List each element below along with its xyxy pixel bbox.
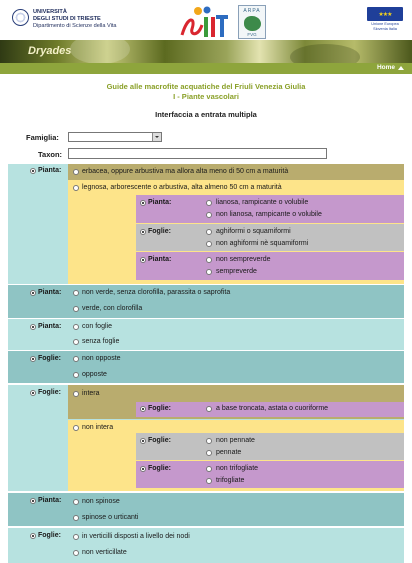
sub-pianta-lianosa-label: Pianta: bbox=[148, 199, 172, 206]
verticilli-radio[interactable] bbox=[73, 534, 79, 540]
chevron-down-icon[interactable] bbox=[152, 133, 161, 141]
university-name: UNIVERSITÀ bbox=[33, 9, 67, 15]
non-lianosa-text: non lianosa, rampicante o volubile bbox=[216, 211, 322, 218]
non-intera-radio[interactable] bbox=[73, 425, 79, 431]
interface-title: Interfaccia a entrata multipla bbox=[155, 110, 257, 119]
key-2-label: Pianta: bbox=[38, 289, 62, 296]
guide-title: Guide alle macrofite acquatiche del Friuli Venezia Giulia bbox=[106, 82, 306, 91]
sempreverde-radio[interactable] bbox=[206, 269, 212, 275]
non-pennate-radio[interactable] bbox=[206, 438, 212, 444]
non-verde-radio[interactable] bbox=[73, 290, 79, 296]
pennate-text: pennate bbox=[216, 449, 242, 456]
brand-name: Dryades bbox=[28, 45, 72, 57]
erbacea-text: erbacea, oppure arbustiva ma allora alta meno di 50 cm a maturità bbox=[82, 168, 289, 175]
non-verticillate-radio[interactable] bbox=[73, 550, 79, 556]
home-link[interactable] bbox=[377, 64, 404, 71]
key-1-radio[interactable] bbox=[30, 168, 36, 174]
aghiformi-text: aghiformi o squamiformi bbox=[216, 228, 291, 235]
pennate-radio[interactable] bbox=[206, 450, 212, 456]
sub-foglie-pennate-radio[interactable] bbox=[140, 438, 146, 444]
arpa-fvg-logo[interactable] bbox=[238, 5, 266, 39]
non-lianosa-radio[interactable] bbox=[206, 212, 212, 218]
home-link-label: Home bbox=[376, 64, 395, 71]
eu-text-1: Unione Europea bbox=[371, 22, 399, 26]
lianosa-radio[interactable] bbox=[206, 200, 212, 206]
non-trifogliate-radio[interactable] bbox=[206, 466, 212, 472]
sub-foglie-aghiformi-radio[interactable] bbox=[140, 229, 146, 235]
key-block-foglie-7 bbox=[8, 528, 404, 563]
non-verticillate-text: non verticillate bbox=[82, 549, 127, 556]
university-subname: DEGLI STUDI DI TRIESTE bbox=[33, 16, 101, 22]
region-map-icon bbox=[244, 16, 261, 31]
taxon-input[interactable] bbox=[68, 148, 327, 159]
key-2-radio[interactable] bbox=[30, 290, 36, 296]
non-sempreverde-radio[interactable] bbox=[206, 257, 212, 263]
non-verde-text: non verde, senza clorofilla, parassita o saprofita bbox=[82, 289, 231, 296]
base-troncata-radio[interactable] bbox=[206, 406, 212, 412]
key-3-radio[interactable] bbox=[30, 324, 36, 330]
sub-foglie-base-radio[interactable] bbox=[140, 406, 146, 412]
key-1-label: Pianta: bbox=[38, 167, 62, 174]
key-3-label: Pianta: bbox=[38, 323, 62, 330]
key-block-pianta-6 bbox=[8, 493, 404, 526]
eu-flag-icon: ★★★ bbox=[367, 7, 403, 21]
eu-text-2: Slovenia Italia bbox=[373, 27, 397, 32]
key-4-radio[interactable] bbox=[30, 356, 36, 362]
legnosa-radio[interactable] bbox=[73, 185, 79, 191]
opposte-radio[interactable] bbox=[73, 372, 79, 378]
non-spinose-radio[interactable] bbox=[73, 499, 79, 505]
key-7-label: Foglie: bbox=[38, 532, 61, 539]
key-6-radio[interactable] bbox=[30, 498, 36, 504]
non-aghiformi-text: non aghiformi nè squamiformi bbox=[216, 240, 309, 247]
nav-bar bbox=[0, 63, 412, 74]
con-foglie-text: con foglie bbox=[82, 323, 112, 330]
spinose-text: spinose o urticanti bbox=[82, 514, 139, 521]
senza-foglie-text: senza foglie bbox=[82, 338, 120, 345]
key-4-label: Foglie: bbox=[38, 355, 61, 362]
non-spinose-text: non spinose bbox=[82, 498, 120, 505]
department-name: Dipartimento di Scienze della Vita bbox=[33, 23, 117, 29]
opposte-text: opposte bbox=[82, 371, 107, 378]
header bbox=[0, 0, 412, 40]
famiglia-select[interactable] bbox=[68, 132, 162, 142]
lianosa-text: lianosa, rampicante o volubile bbox=[216, 199, 309, 206]
guide-subtitle: I - Piante vascolari bbox=[173, 92, 239, 101]
sempreverde-text: sempreverde bbox=[216, 268, 257, 275]
sub-foglie-aghiformi-label: Foglie: bbox=[148, 228, 171, 235]
sub-pianta-lianosa-radio[interactable] bbox=[140, 200, 146, 206]
sub-foglie-trifogliate bbox=[136, 461, 404, 488]
verde-text: verde, con clorofilla bbox=[82, 305, 143, 312]
non-pennate-text: non pennate bbox=[216, 437, 255, 444]
sub-pianta-sempreverde-radio[interactable] bbox=[140, 257, 146, 263]
key-6-label: Pianta: bbox=[38, 497, 62, 504]
base-troncata-text: a base troncata, astata o cuoriforme bbox=[216, 405, 329, 412]
siit-logo[interactable] bbox=[178, 5, 230, 39]
intera-radio[interactable] bbox=[73, 391, 79, 397]
con-foglie-radio[interactable] bbox=[73, 324, 79, 330]
non-trifogliate-text: non trifogliate bbox=[216, 465, 259, 472]
spinose-radio[interactable] bbox=[73, 515, 79, 521]
non-sempreverde-text: non sempreverde bbox=[216, 256, 271, 263]
key-5-radio[interactable] bbox=[30, 390, 36, 396]
non-opposte-radio[interactable] bbox=[73, 356, 79, 362]
sub-foglie-trifogliate-radio[interactable] bbox=[140, 466, 146, 472]
sub-foglie-pennate-label: Foglie: bbox=[148, 437, 171, 444]
arpa-subtitle: FVG bbox=[247, 32, 257, 37]
trifogliate-text: trifogliate bbox=[216, 477, 245, 484]
senza-foglie-radio[interactable] bbox=[73, 339, 79, 345]
arrow-up-icon bbox=[398, 66, 404, 70]
non-opposte-text: non opposte bbox=[82, 355, 121, 362]
university-seal-icon bbox=[12, 9, 29, 26]
legnosa-text: legnosa, arborescente o arbustiva, alta almeno 50 cm a maturità bbox=[82, 184, 282, 191]
sub-foglie-base-label: Foglie: bbox=[148, 405, 171, 412]
trifogliate-radio[interactable] bbox=[206, 478, 212, 484]
non-aghiformi-radio[interactable] bbox=[206, 241, 212, 247]
key-block-pianta-3 bbox=[8, 319, 404, 350]
sub-foglie-trifogliate-label: Foglie: bbox=[148, 465, 171, 472]
sub-pianta-sempreverde-label: Pianta: bbox=[148, 256, 172, 263]
key-5-label: Foglie: bbox=[38, 389, 61, 396]
taxon-label: Taxon: bbox=[38, 150, 63, 159]
eu-interreg-logo[interactable] bbox=[365, 7, 405, 35]
verticilli-text: in verticilli disposti a livello dei nodi bbox=[82, 533, 190, 540]
famiglia-label: Famiglia: bbox=[26, 133, 59, 142]
aghiformi-radio[interactable] bbox=[206, 229, 212, 235]
sub-foglie-pennate bbox=[136, 433, 404, 460]
key-7-radio[interactable] bbox=[30, 533, 36, 539]
key-block-foglie-4 bbox=[8, 351, 404, 383]
arpa-title: ARPA bbox=[243, 8, 261, 14]
verde-radio[interactable] bbox=[73, 306, 79, 312]
non-intera-text: non intera bbox=[82, 424, 114, 431]
erbacea-radio[interactable] bbox=[73, 169, 79, 175]
intera-text: intera bbox=[82, 390, 100, 397]
header-banner bbox=[0, 40, 412, 63]
university-logo[interactable] bbox=[12, 9, 117, 30]
